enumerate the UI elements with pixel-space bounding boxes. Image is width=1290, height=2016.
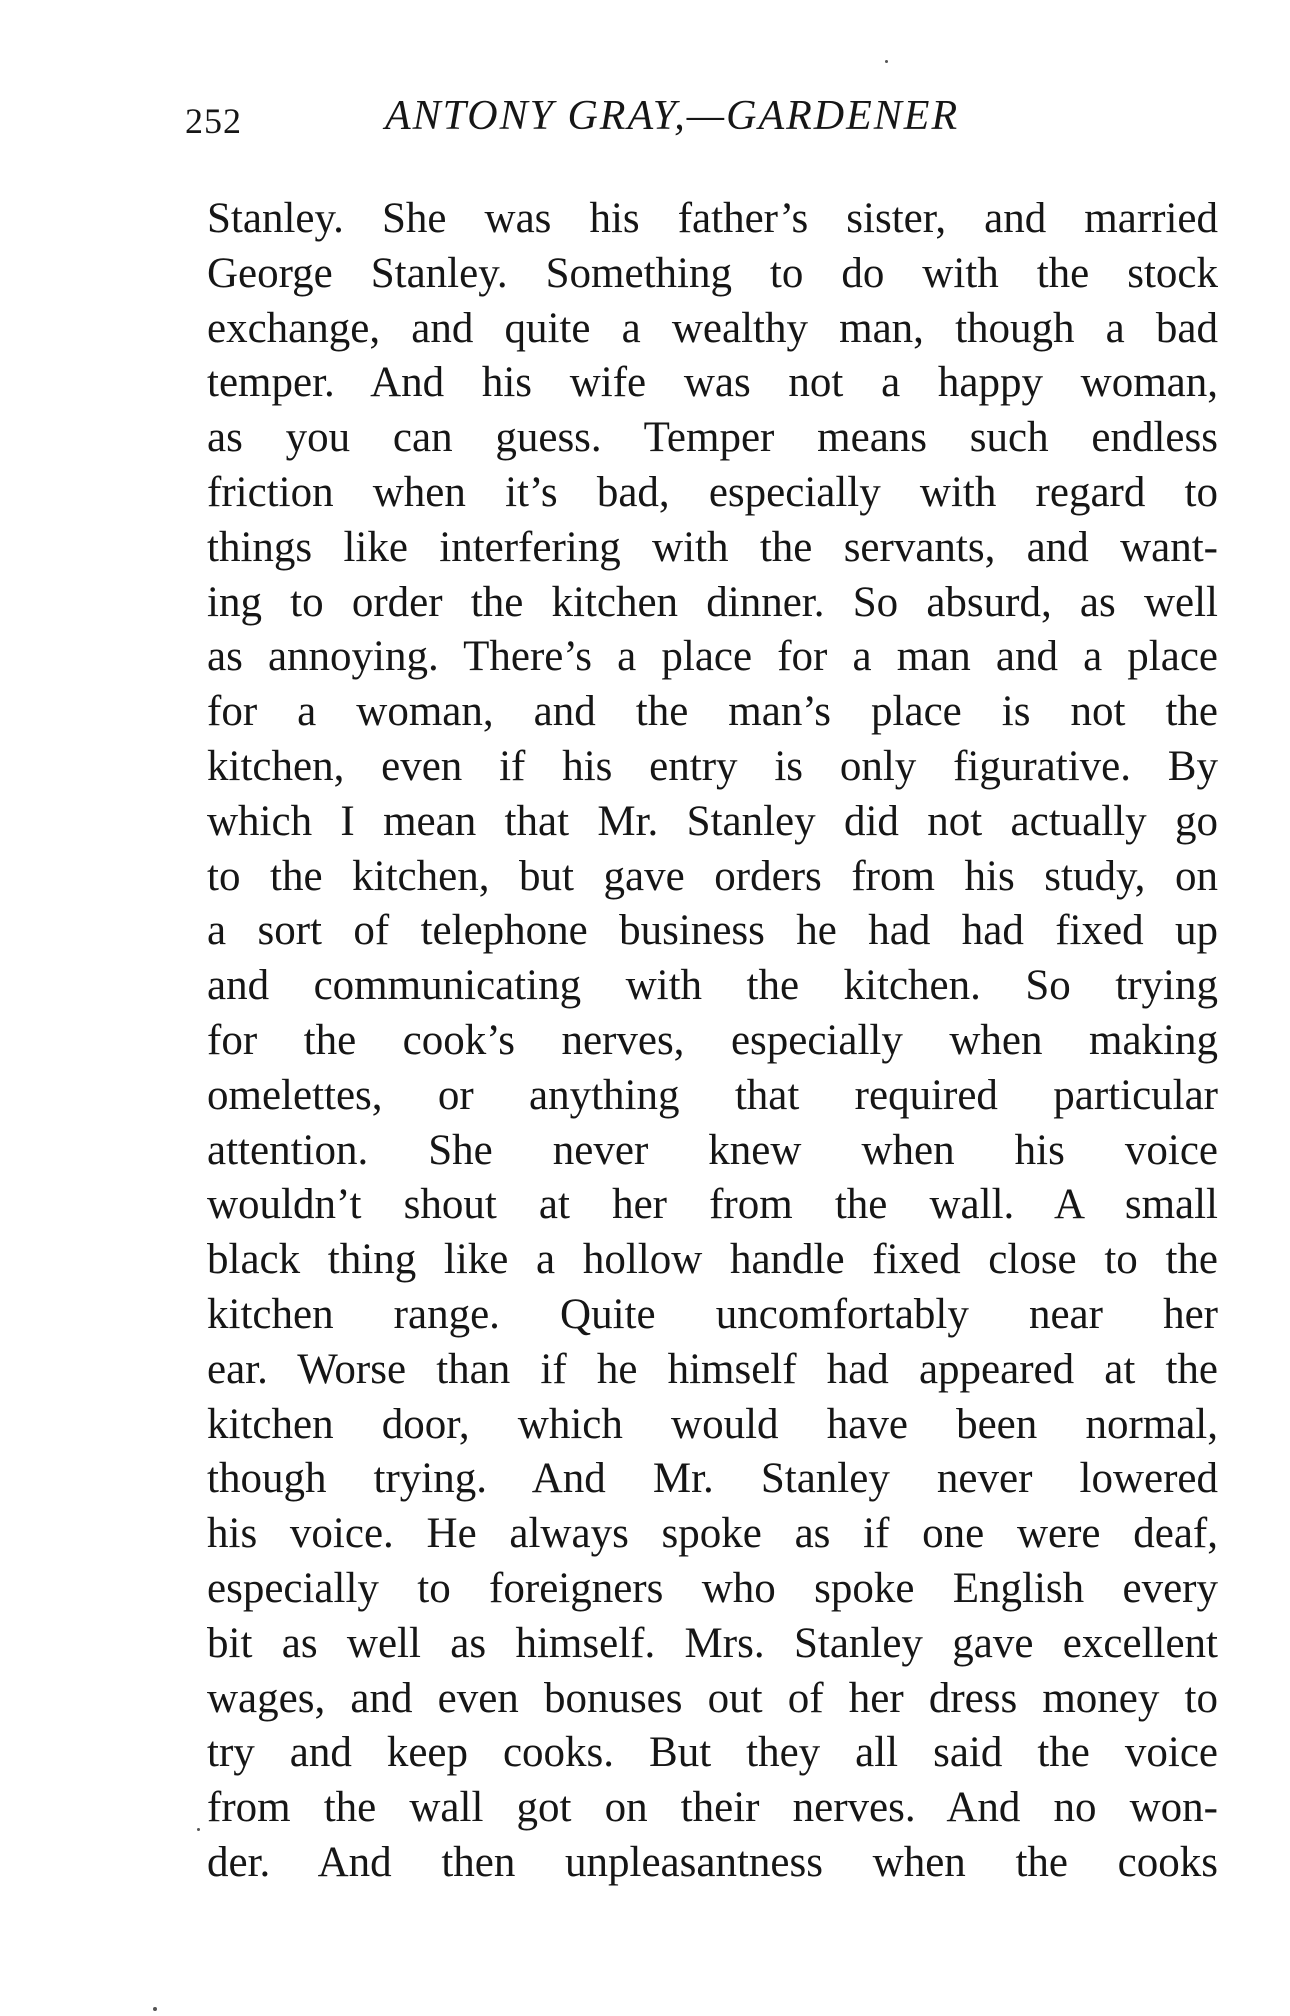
- page-header: [185, 92, 1225, 152]
- text-line: which I mean that Mr. Stanley did not actually go: [207, 797, 1218, 845]
- text-line: from the wall got on their nerves. And no won-: [207, 1784, 1218, 1832]
- text-line: kitchen, even if his entry is only figurative. By: [207, 742, 1218, 790]
- text-line: George Stanley. Something to do with the stock: [207, 249, 1218, 297]
- page-number: 252: [185, 101, 242, 141]
- body-text: [207, 192, 1218, 1891]
- text-line: kitchen range. Quite uncomfortably near her: [207, 1290, 1218, 1338]
- text-line: as you can guess. Temper means such endless: [207, 414, 1218, 462]
- text-line: to the kitchen, but gave orders from his study, on: [207, 852, 1218, 900]
- text-line: especially to foreigners who spoke English every: [207, 1564, 1218, 1612]
- text-line: der. And then unpleasantness when the cooks: [207, 1838, 1218, 1886]
- text-line: friction when it’s bad, especially with regard to: [207, 468, 1218, 516]
- text-line: omelettes, or anything that required particular: [207, 1071, 1218, 1119]
- text-line: things like interfering with the servants, and want-: [207, 523, 1218, 571]
- text-line: as annoying. There’s a place for a man and a place: [207, 633, 1218, 681]
- text-line: and communicating with the kitchen. So trying: [207, 962, 1218, 1010]
- text-line: ing to order the kitchen dinner. So absurd, as well: [207, 578, 1218, 626]
- text-line: kitchen door, which would have been normal,: [207, 1400, 1218, 1448]
- text-line: exchange, and quite a wealthy man, though a bad: [207, 304, 1218, 352]
- text-line: a sort of telephone business he had had fixed up: [207, 907, 1218, 955]
- text-line: for the cook’s nerves, especially when making: [207, 1016, 1218, 1064]
- scan-speck: [885, 60, 888, 63]
- text-line: bit as well as himself. Mrs. Stanley gave excellent: [207, 1619, 1218, 1667]
- text-line: black thing like a hollow handle fixed close to the: [207, 1236, 1218, 1284]
- text-line: wages, and even bonuses out of her dress money to: [207, 1674, 1218, 1722]
- scan-speck: [153, 2007, 157, 2011]
- text-line: temper. And his wife was not a happy woman,: [207, 359, 1218, 407]
- text-line: wouldn’t shout at her from the wall. A small: [207, 1181, 1218, 1229]
- text-line: try and keep cooks. But they all said the voice: [207, 1729, 1218, 1777]
- scan-speck: [197, 1828, 200, 1831]
- running-title: ANTONY GRAY,—GARDENER: [385, 93, 960, 139]
- text-line: attention. She never knew when his voice: [207, 1126, 1218, 1174]
- text-line: for a woman, and the man’s place is not the: [207, 688, 1218, 736]
- text-line: ear. Worse than if he himself had appeared at the: [207, 1345, 1218, 1393]
- text-line: his voice. He always spoke as if one were deaf,: [207, 1510, 1218, 1558]
- text-line: though trying. And Mr. Stanley never lowered: [207, 1455, 1218, 1503]
- text-line: Stanley. She was his father’s sister, and married: [207, 195, 1218, 242]
